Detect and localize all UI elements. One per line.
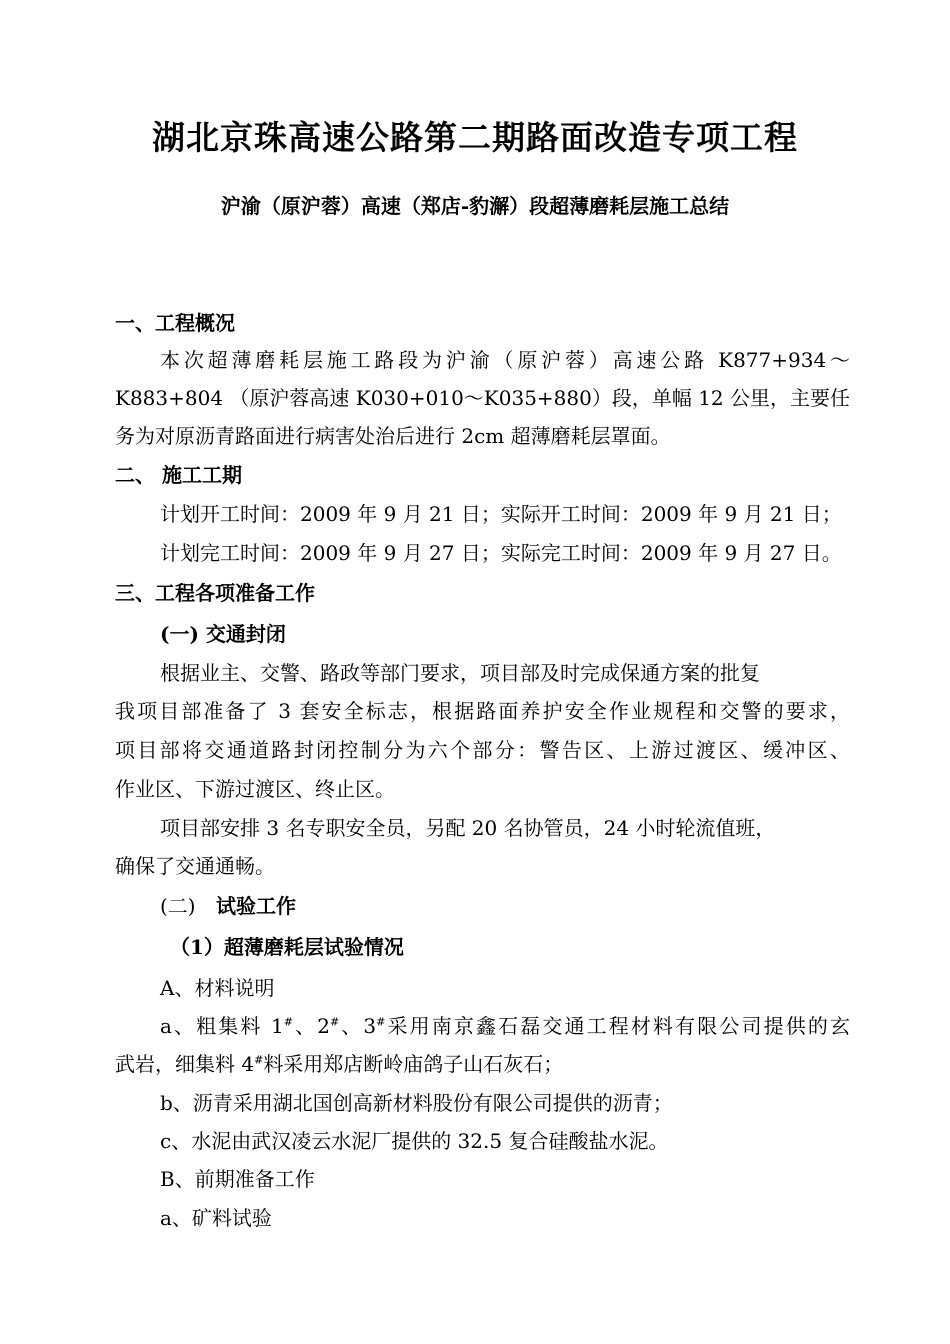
section-2-heading: 二、 施工工期: [115, 463, 242, 487]
fine-aggregate-text: 料采用郑店断岭庙鸽子山石灰石；: [263, 1052, 564, 1076]
fine-aggregate-line: [115, 1051, 850, 1077]
traffic-paragraph-line: 作业区、下游过渡区、终止区。: [115, 777, 395, 801]
section-1-heading: 一、工程概况: [115, 311, 235, 335]
coarse-aggregate-line: [160, 1013, 850, 1039]
document-subtitle: 沪渝（原沪蓉）高速（郑店-豹澥）段超薄磨耗层施工总结: [220, 194, 730, 218]
section-3-heading: 三、工程各项准备工作: [115, 581, 315, 605]
mineral-test-line: a、矿料试验: [160, 1206, 272, 1230]
traffic-paragraph-line: 根据业主、交警、路政等部门要求，项目部及时完成保通方案的批复: [160, 661, 760, 685]
section-1-paragraph-line: 务为对原沥青路面进行病害处治后进行 2cm 超薄磨耗层罩面。: [115, 424, 671, 448]
staffing-paragraph-line: 确保了交通通畅。: [115, 854, 275, 878]
schedule-end-line: 计划完工时间：2009 年 9 月 27 日；实际完工时间：2009 年 9 月 27 日。: [160, 541, 842, 565]
coarse-aggregate-text: 采用南京鑫石磊交通工程材料有限公司提供的玄: [385, 1014, 851, 1038]
document-title: 湖北京珠高速公路第二期路面改造专项工程: [152, 118, 798, 157]
coarse-aggregate-text: 、3: [339, 1014, 377, 1038]
cement-line: c、水泥由武汉凌云水泥厂提供的 32.5 复合硅酸盐水泥。: [160, 1129, 669, 1153]
staffing-paragraph-line: 项目部安排 3 名专职安全员，另配 20 名协管员，24 小时轮流值班，: [160, 816, 776, 840]
subsection-traffic-heading: (一) 交通封闭: [160, 622, 286, 646]
number-sign: #: [376, 1015, 386, 1029]
preparation-heading: B、前期准备工作: [160, 1167, 315, 1191]
traffic-paragraph-line: 项目部将交通道路封闭控制分为六个部分：警告区、上游过渡区、缓冲区、: [115, 738, 850, 762]
number-sign: #: [329, 1015, 340, 1029]
materials-heading: A、材料说明: [160, 976, 275, 1000]
fine-aggregate-text: 武岩，细集料 4: [115, 1052, 255, 1076]
subsection-testing-title: 试验工作: [215, 894, 296, 918]
asphalt-line: b、沥青采用湖北国创高新材料股份有限公司提供的沥青；: [160, 1091, 673, 1115]
traffic-paragraph-line: 我项目部准备了 3 套安全标志，根据路面养护安全作业规程和交警的要求，: [115, 699, 850, 723]
test-item-1-heading: （1）超薄磨耗层试验情况: [170, 935, 404, 959]
coarse-aggregate-text: a、粗集料 1: [160, 1014, 284, 1038]
number-sign: #: [283, 1015, 293, 1029]
subsection-testing-heading: [160, 893, 850, 919]
section-1-paragraph-line: 本次超薄磨耗层施工路段为沪渝（原沪蓉）高速公路 K877+934～: [160, 348, 850, 372]
section-1-paragraph-line: K883+804 （原沪蓉高速 K030+010～K035+880）段，单幅 12 公里，主要任: [115, 386, 851, 410]
number-sign: #: [254, 1053, 264, 1067]
schedule-start-line: 计划开工时间：2009 年 9 月 21 日；实际开工时间：2009 年 9 月 21 日；: [160, 502, 842, 526]
subsection-testing-number: (二): [160, 894, 196, 918]
coarse-aggregate-text: 、2: [292, 1014, 330, 1038]
